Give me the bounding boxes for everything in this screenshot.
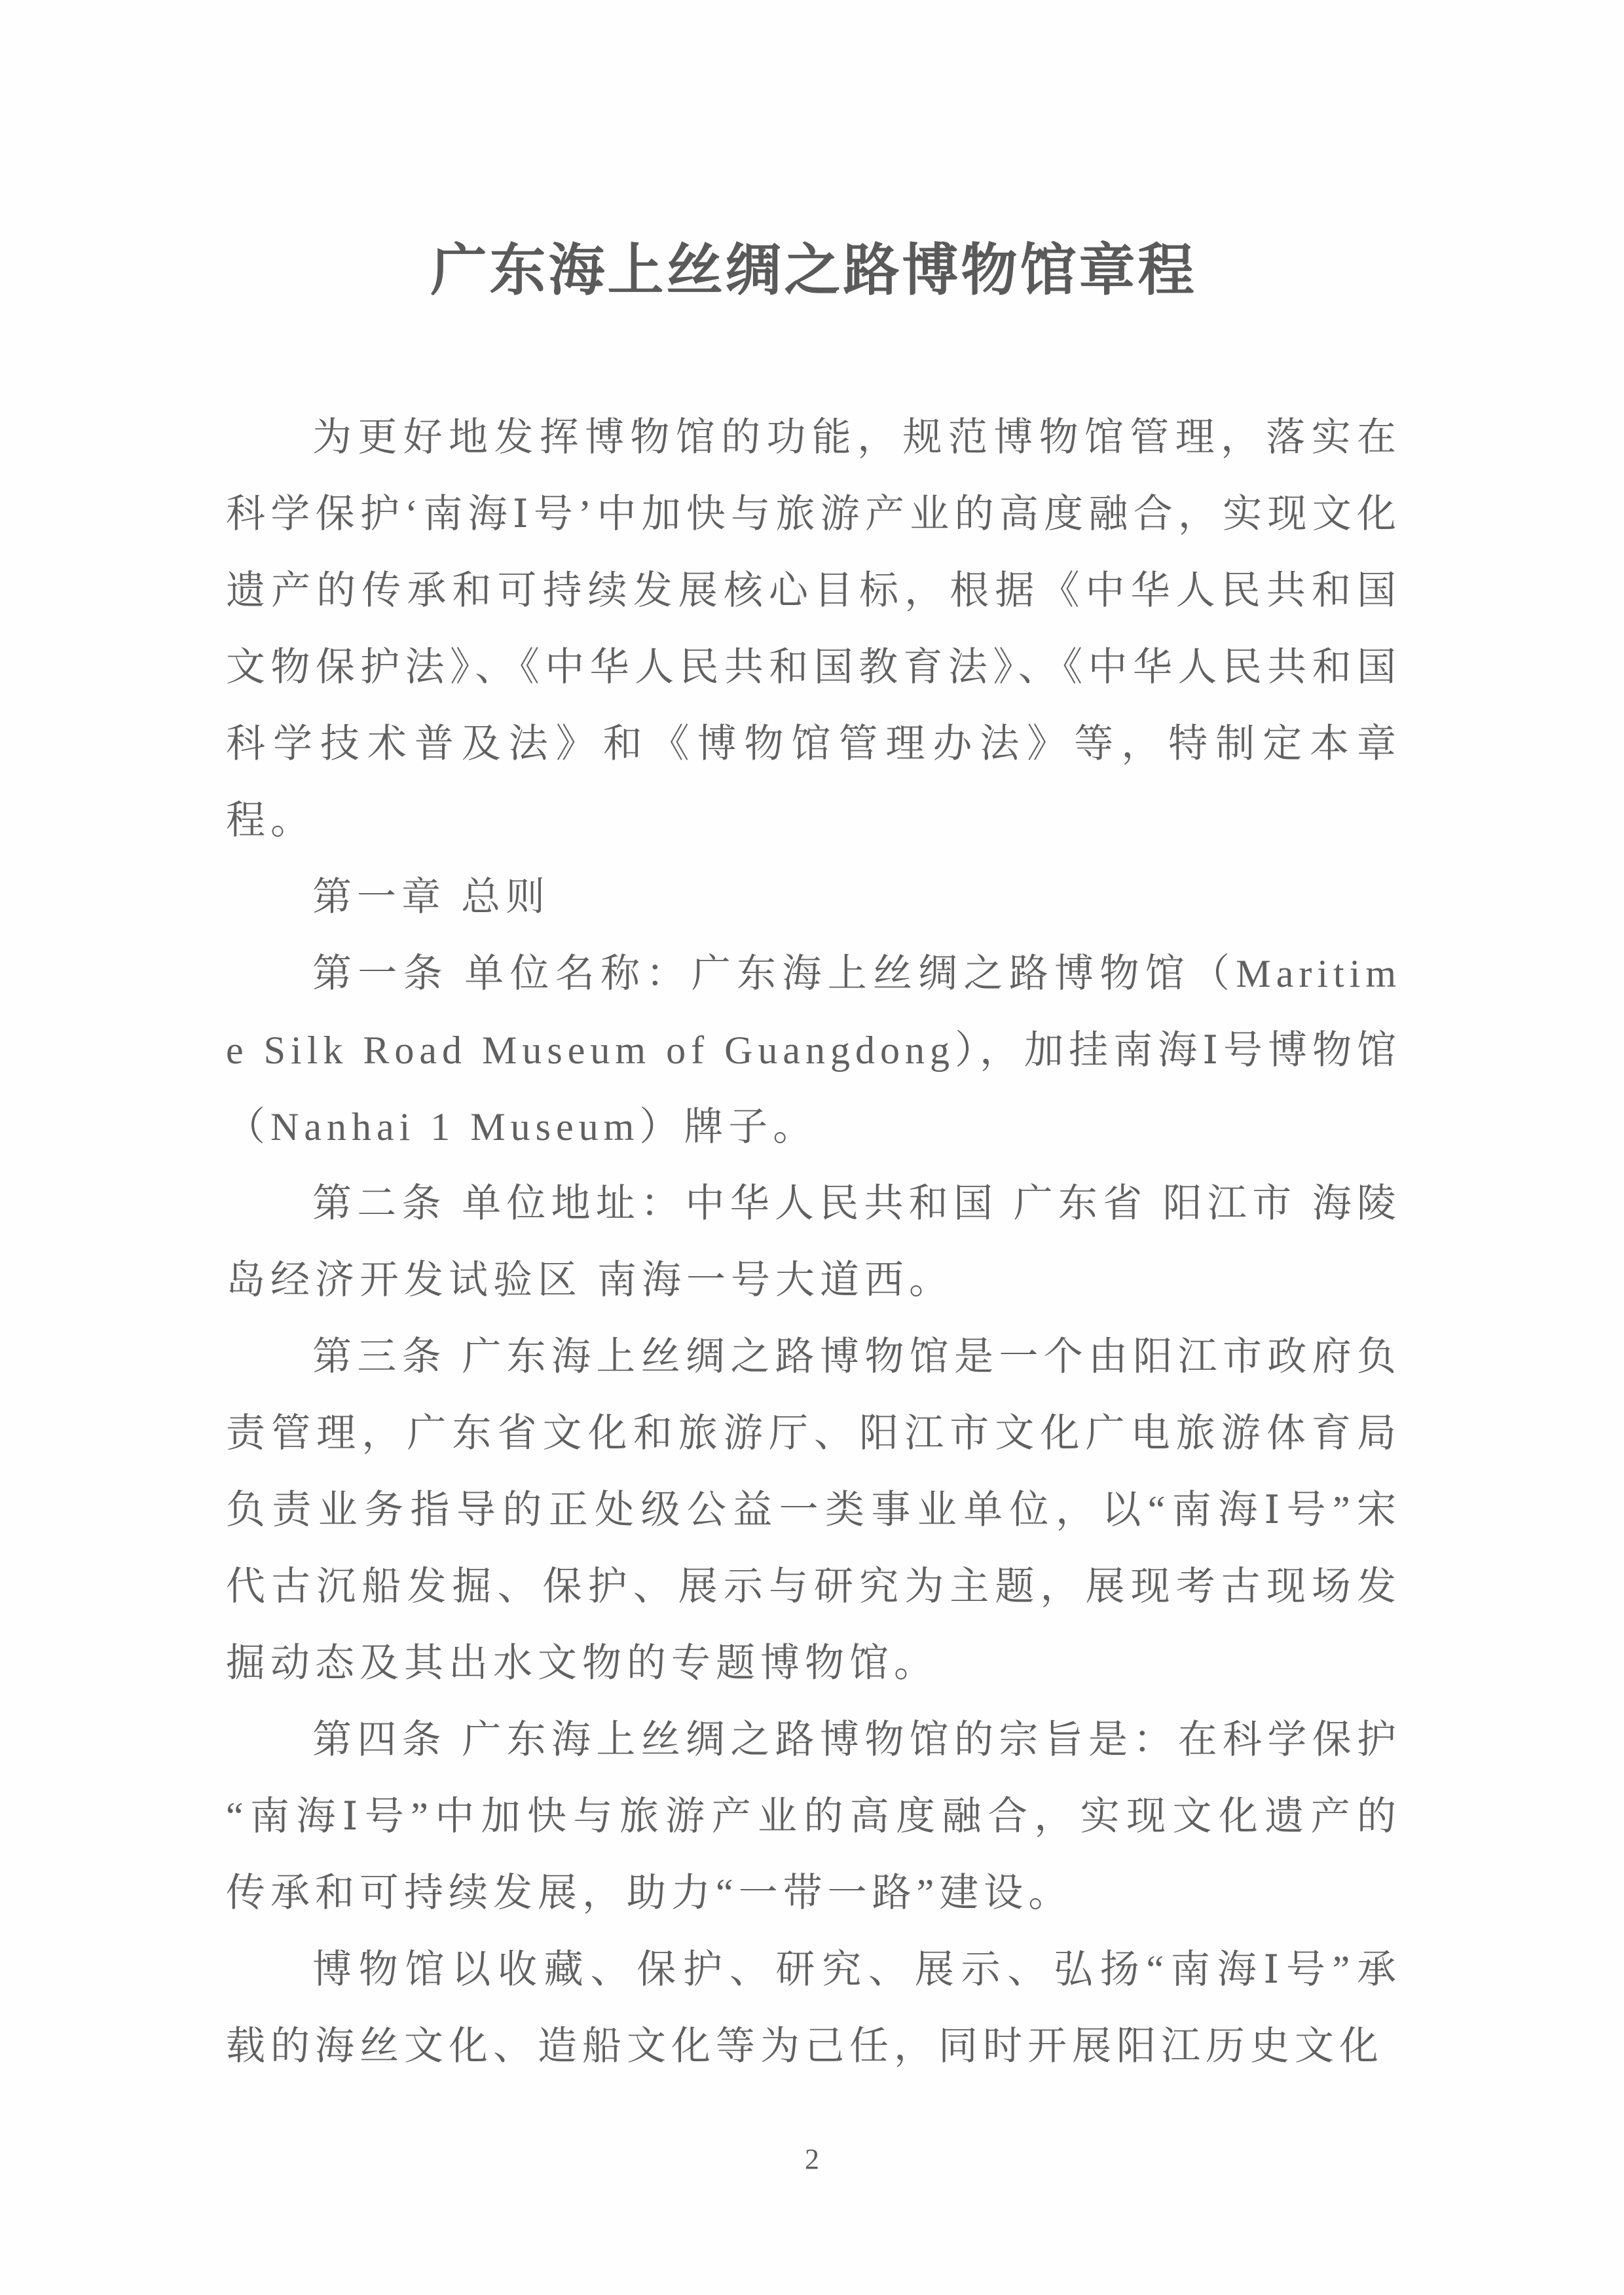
paragraph-article-1: 第一条 单位名称：广东海上丝绸之路博物馆（Maritime Silk Road Museum of Guangdong），加挂南海Ⅰ号博物馆（Nanhai 1 Museum）牌子。 <box>226 952 1401 1148</box>
chapter-heading: 第一章 总则 <box>312 875 550 919</box>
paragraph-article-4: 第四条 广东海上丝绸之路博物馆的宗旨是：在科学保护“南海Ⅰ号”中加快与旅游产业的高度融合，实现文化遗产的传承和可持续发展，助力“一带一路”建设。 <box>226 1718 1401 1915</box>
document-title: 广东海上丝绸之路博物馆章程 <box>430 239 1197 302</box>
document-content <box>226 0 1401 2085</box>
paragraph-preamble: 为更好地发挥博物馆的功能，规范博物馆管理，落实在科学保护‘南海Ⅰ号’中加快与旅游产业的高度融合，实现文化遗产的传承和可持续发展核心目标，根据《中华人民共和国文物保护法》、《中华人民共和国教育法》、《中华人民共和国科学技术普及法》和《博物馆管理办法》等，特制定本章程。 <box>226 416 1401 842</box>
page-number: 2 <box>805 2143 819 2175</box>
paragraph-article-3: 第三条 广东海上丝绸之路博物馆是一个由阳江市政府负责管理，广东省文化和旅游厅、阳江市文化广电旅游体育局负责业务指导的正处级公益一类事业单位，以“南海Ⅰ号”宋代古沉船发掘、保护、展示与研究为主题，展现考古现场发掘动态及其出水文物的专题博物馆。 <box>226 1335 1401 1685</box>
paragraph-article-2: 第二条 单位地址：中华人民共和国 广东省 阳江市 海陵岛经济开发试验区 南海一号大道西。 <box>226 1182 1401 1302</box>
paragraph-article-4-cont: 博物馆以收藏、保护、研究、展示、弘扬“南海Ⅰ号”承载的海丝文化、造船文化等为己任，同时开展阳江历史文化 <box>226 1948 1401 2068</box>
document-body <box>226 399 1401 2085</box>
